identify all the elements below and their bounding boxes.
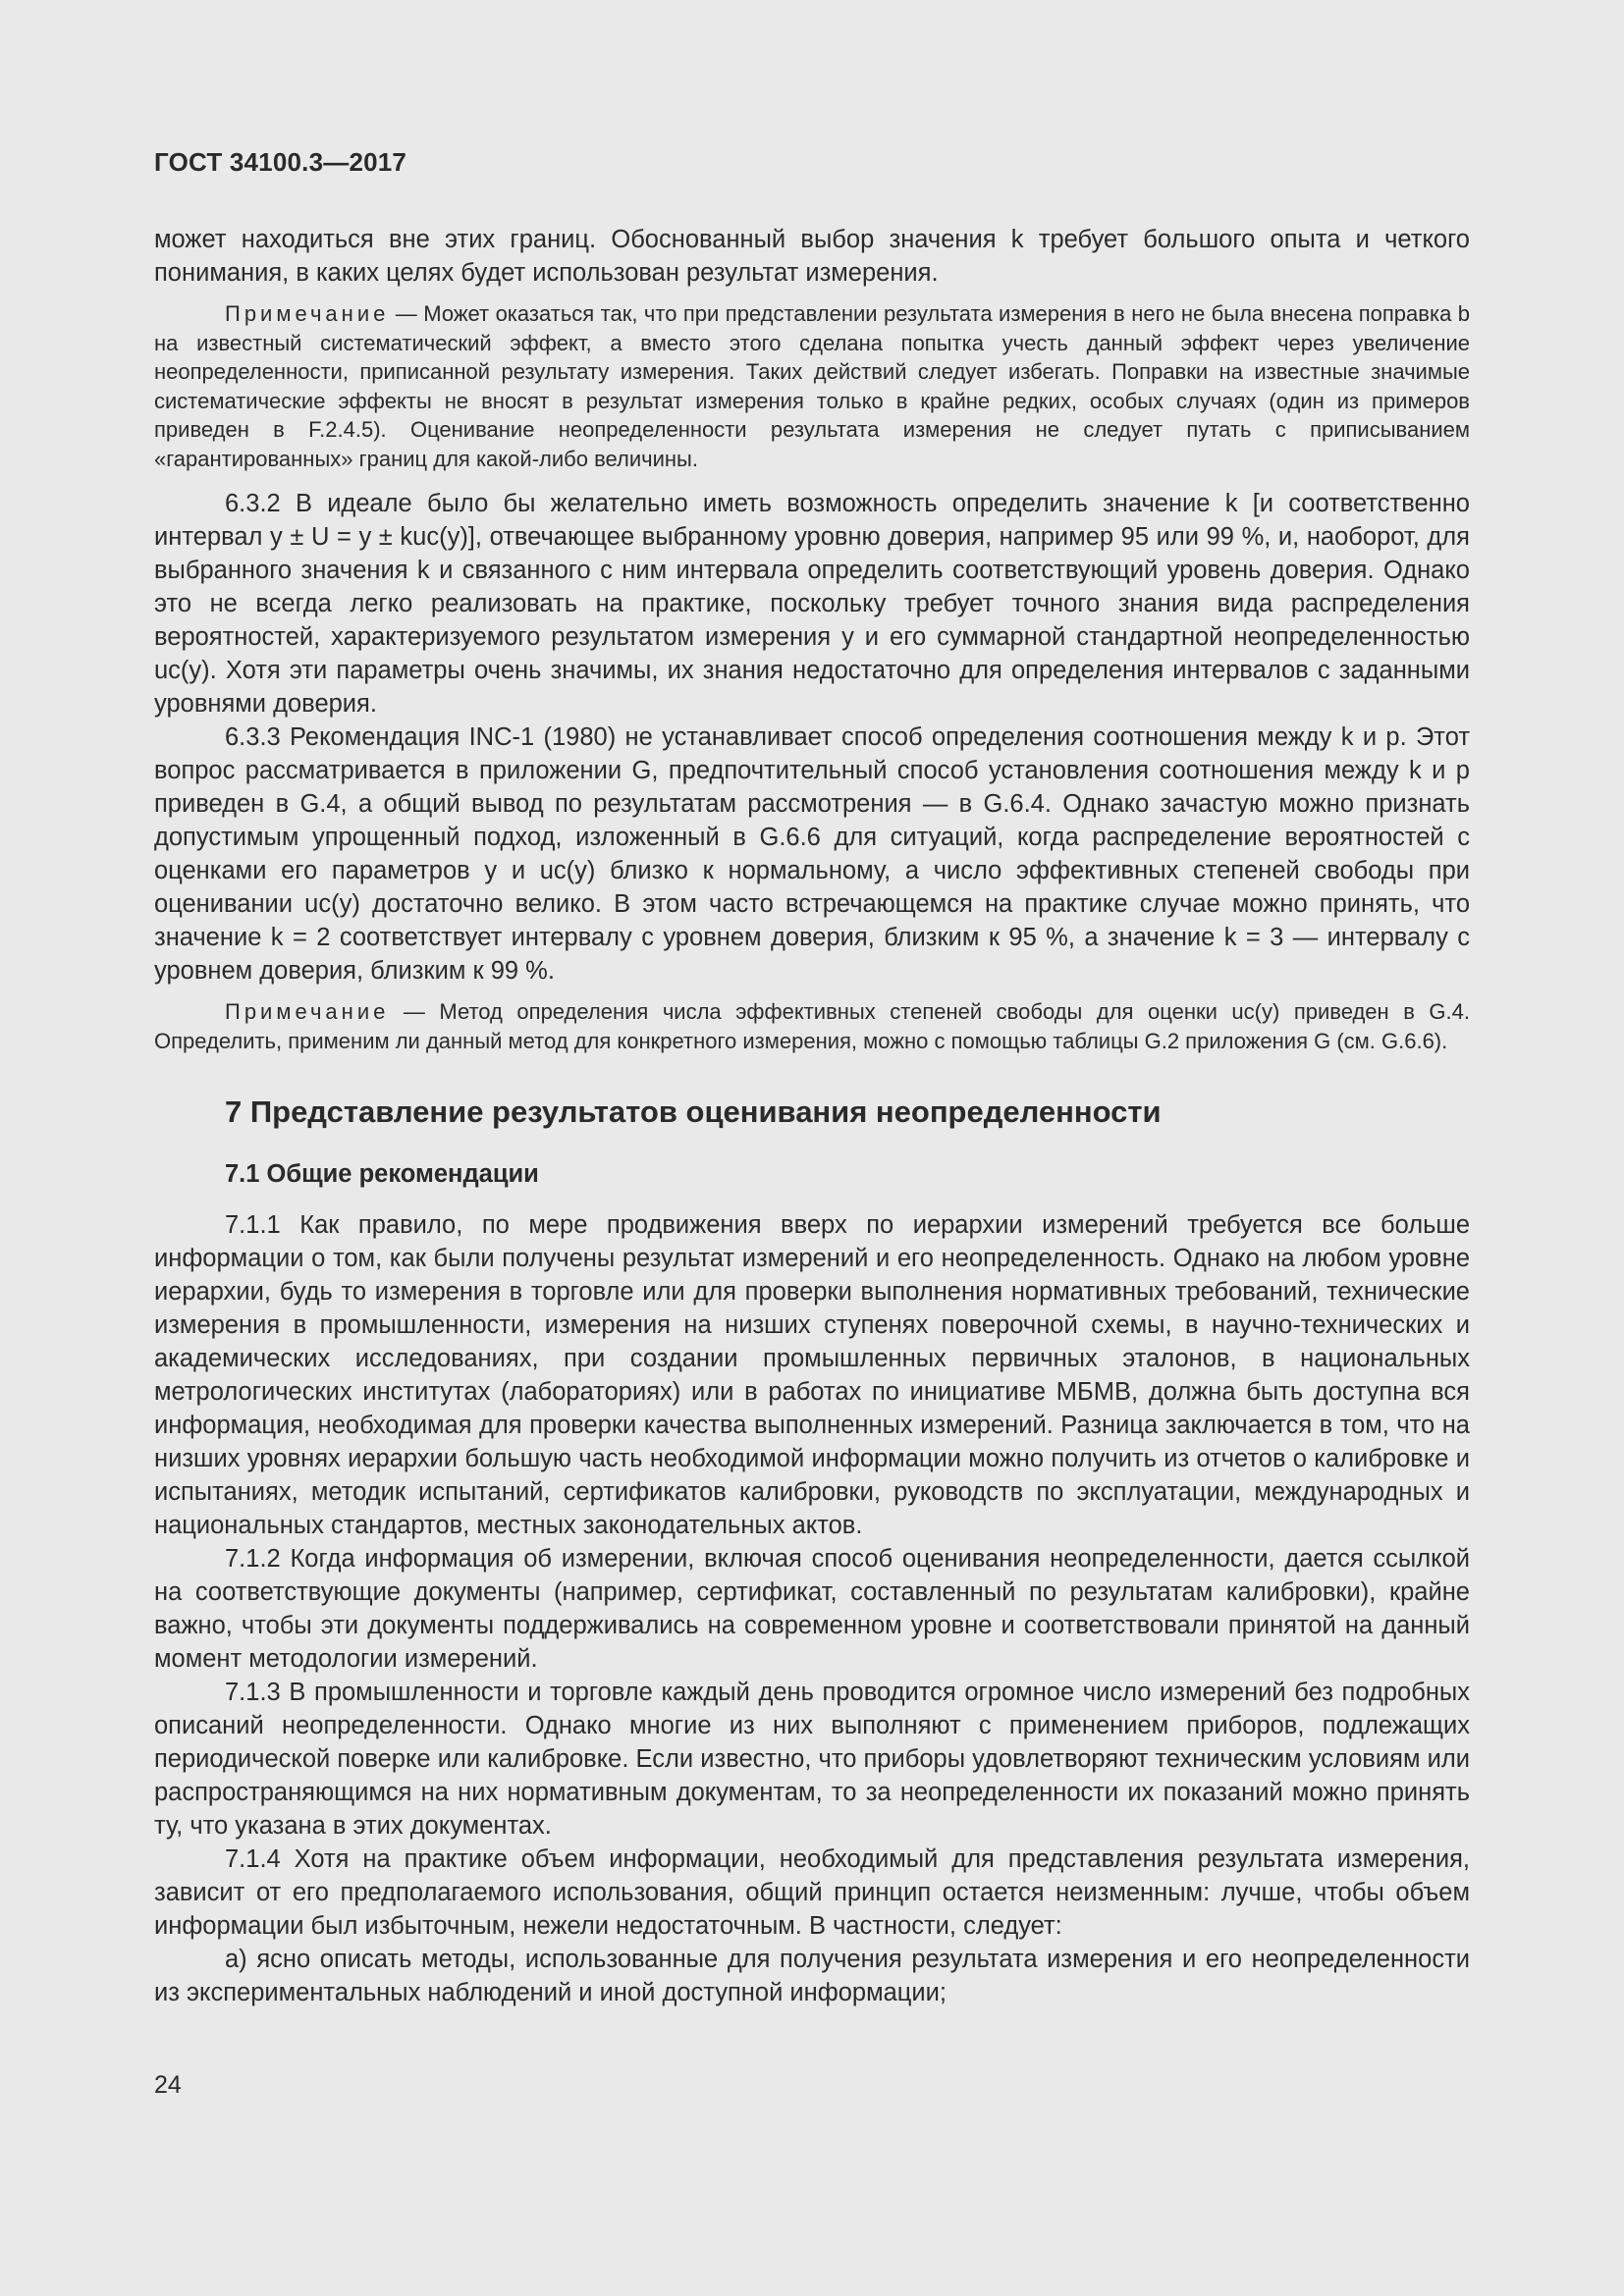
paragraph-7-1-4: 7.1.4 Хотя на практике объем информации, необходимый для представления результата измерения, зависит от его предполагаемого использования, общий принцип остается неизменным: лучше, чтобы объем информации был избыточным, нежели недостаточным. В частности, следует: <box>154 1845 1470 1940</box>
page-number: 24 <box>154 2071 182 2099</box>
note-1 <box>154 299 1470 473</box>
note-text: — Метод определения числа эффективных степеней свободы для оценки uc(y) приведен в G.4. Определить, применим ли данный метод для конкретного измерения, можно с помощью таблицы G.2 приложения G (см. G.6.6). <box>154 999 1470 1053</box>
document-header: ГОСТ 34100.3—2017 <box>154 147 407 177</box>
paragraph-7-1-1: 7.1.1 Как правило, по мере продвижения вверх по иерархии измерений требуется все больше информации о том, как были получены результат измерений и его неопределенность. Однако на любом уровне иерархии, будь то измерения в торговле или для проверки выполнения нормативных требований, технические измерения в промышленности, измерения на низших ступенях поверочной схемы, в научно-технических и академических исследованиях, при создании промышленных первичных эталонов, в национальных метрологических институтах (лабораториях) или в работах по инициативе МБМВ, должна быть доступна вся информация, необходимая для проверки качества выполненных измерений. Разница заключается в том, что на низших уровнях иерархии большую часть необходимой информации можно получить из отчетов о калибровке и испытаниях, методик испытаний, сертификатов калибровки, руководств по эксплуатации, международных и национальных стандартов, местных законодательных актов. <box>154 1211 1470 1539</box>
list-item-a: a) ясно описать методы, использованные для получения результата измерения и его неопределенности из экспериментальных наблюдений и иной доступной информации; <box>154 1946 1470 2006</box>
document-body <box>154 223 1470 2009</box>
note-label: Примечание <box>225 999 390 1024</box>
note-2 <box>154 997 1470 1055</box>
paragraph-7-1-3: 7.1.3 В промышленности и торговле каждый день проводится огромное число измерений без подробных описаний неопределенности. Однако многие из них выполняют с применением приборов, подлежащих периодической поверке или калибровке. Если известно, что приборы удовлетворяют техническим условиям или распространяющимся на них нормативным документам, то за неопределенности их показаний можно принять ту, что указана в этих документах. <box>154 1679 1470 1840</box>
paragraph-6-3-2: 6.3.2 В идеале было бы желательно иметь возможность определить значение k [и соответственно интервал y ± U = y ± kuc(y)], отвечающее выбранному уровню доверия, например 95 или 99 %, и, наоборот, для выбранного значения k и связанного с ним интервала определить соответствующий уровень доверия. Однако это не всегда легко реализовать на практике, поскольку требует точного знания вида распределения вероятностей, характеризуемого результатом измерения y и его суммарной стандартной неопределенностью uc(y). Хотя эти параметры очень значимы, их знания недостаточно для определения интервалов с заданными уровнями доверия. <box>154 490 1470 718</box>
paragraph-intro: может находиться вне этих границ. Обоснованный выбор значения k требует большого опыта и четкого понимания, в каких целях будет использован результат измерения. <box>154 226 1470 287</box>
section-7-heading: 7 Представление результатов оценивания неопределенности <box>225 1095 1162 1129</box>
note-label: Примечание <box>225 301 390 326</box>
paragraph-6-3-3: 6.3.3 Рекомендация INC-1 (1980) не устанавливает способ определения соотношения между k и p. Этот вопрос рассматривается в приложении G, предпочтительный способ установления соотношения между k и p приведен в G.4, а общий вывод по результатам рассмотрения — в G.6.4. Однако зачастую можно признать допустимым упрощенный подход, изложенный в G.6.6 для ситуаций, когда распределение вероятностей с оценками его параметров y и uc(y) близко к нормальному, а число эффективных степеней свободы при оценивании uc(y) достаточно велико. В этом часто встречающемся на практике случае можно принять, что значение k = 2 соответствует интервалу с уровнем доверия, близким к 95 %, а значение k = 3 — интервалу с уровнем доверия, близким к 99 %. <box>154 723 1470 985</box>
note-text: — Может оказаться так, что при представлении результата измерения в него не была внесена поправка b на известный систематический эффект, а вместо этого сделана попытка учесть данный эффект через увеличение неопределенности, приписанной результату измерения. Таких действий следует избегать. Поправки на известные значимые систематические эффекты не вносят в результат измерения только в крайне редких, особых случаях (один из примеров приведен в F.2.4.5). Оценивание неопределенности результата измерения не следует путать с приписыванием «гарантированных» границ для какой-либо величины. <box>154 301 1470 471</box>
section-7-1-heading: 7.1 Общие рекомендации <box>225 1160 539 1188</box>
paragraph-7-1-2: 7.1.2 Когда информация об измерении, включая способ оценивания неопределенности, дается ссылкой на соответствующие документы (например, сертификат, составленный по результатам калибровки), крайне важно, чтобы эти документы поддерживались на современном уровне и соответствовали принятой на данный момент методологии измерений. <box>154 1545 1470 1673</box>
